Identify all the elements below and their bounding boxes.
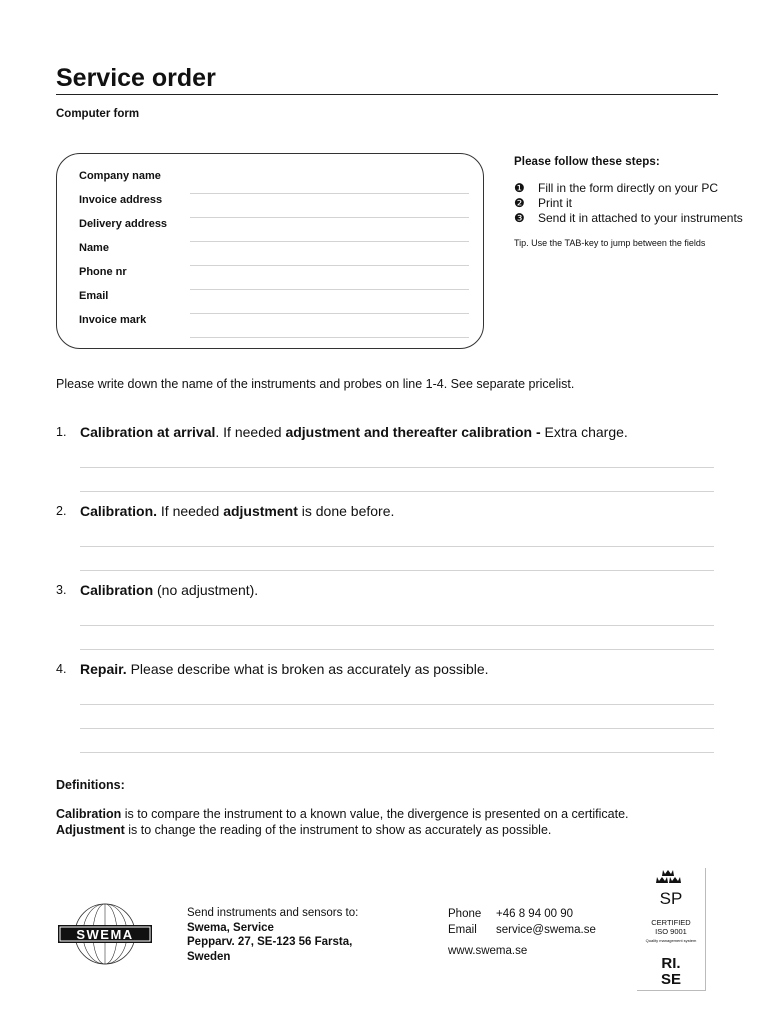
instrument-line-input[interactable] <box>80 447 714 468</box>
section-number: 3. <box>56 583 67 597</box>
field-label: Invoice mark <box>79 314 147 326</box>
email-link[interactable]: service@swema.se <box>496 924 596 936</box>
instrument-line-input[interactable] <box>80 605 714 626</box>
step-number-icon: ❷ <box>514 196 525 210</box>
instructions-intro: Please write down the name of the instruments and probes on line 1-4. See separate pricelist. <box>56 377 575 391</box>
steps-heading: Please follow these steps: <box>514 156 660 168</box>
instrument-line-input[interactable] <box>80 526 714 547</box>
field-company-name <box>79 170 469 188</box>
field-label: Company name <box>79 170 161 182</box>
address-line: Pepparv. 27, SE-123 56 Farsta, <box>187 936 353 948</box>
repair-line-input[interactable] <box>80 708 714 729</box>
field-label: Invoice address <box>79 194 163 206</box>
field-email <box>79 290 469 308</box>
section-number: 1. <box>56 425 67 439</box>
definition-adjustment: Adjustment is to change the reading of the instrument to show as accurately as possible. <box>56 823 552 837</box>
instrument-line-input[interactable] <box>80 550 714 571</box>
tab-tip: Tip. Use the TAB-key to jump between the fields <box>514 238 706 248</box>
section-calibration <box>56 503 716 571</box>
email-input[interactable] <box>190 302 469 314</box>
step-item <box>514 211 754 226</box>
section-calibration-arrival <box>56 424 716 492</box>
invoice-address-input[interactable] <box>190 206 469 218</box>
field-phone <box>79 266 469 284</box>
step-item <box>514 196 754 211</box>
section-heading: Calibration (no adjustment). <box>80 582 259 598</box>
step-number-icon: ❶ <box>514 181 525 195</box>
email-label: Email <box>448 924 477 936</box>
contact-info <box>448 906 596 959</box>
instrument-line-input[interactable] <box>80 629 714 650</box>
delivery-address-input[interactable] <box>190 230 469 242</box>
section-number: 4. <box>56 662 67 676</box>
phone-label: Phone <box>448 908 482 920</box>
swema-logo-text: SWEMA <box>76 927 134 942</box>
cert-iso: ISO 9001 <box>655 927 687 936</box>
field-invoice-mark <box>79 314 469 332</box>
step-text: Send it in attached to your instruments <box>538 211 743 225</box>
field-label: Email <box>79 290 109 302</box>
rise-logo-bottom: SE <box>660 971 682 988</box>
field-name <box>79 242 469 260</box>
page-subtitle: Computer form <box>56 108 140 120</box>
field-delivery-address <box>79 218 469 236</box>
footer <box>56 868 716 993</box>
name-input[interactable] <box>190 254 469 266</box>
definition-calibration: Calibration is to compare the instrument to a known value, the divergence is presented on a certificate. <box>56 807 629 821</box>
step-text: Print it <box>538 196 573 210</box>
section-calibration-no-adjustment <box>56 582 716 650</box>
field-label: Phone nr <box>79 266 127 278</box>
send-label: Send instruments and sensors to: <box>187 907 359 919</box>
section-heading: Calibration at arrival. If needed adjustment and thereafter calibration - Extra charge. <box>80 424 628 440</box>
field-label: Name <box>79 242 109 254</box>
sp-logo-text: SP <box>659 889 683 908</box>
rise-logo-top: RI. <box>661 955 681 972</box>
phone-number: +46 8 94 00 90 <box>496 908 574 920</box>
page-title: Service order <box>56 64 216 92</box>
repair-line-input[interactable] <box>80 684 714 705</box>
section-heading: Repair. Please describe what is broken as accurately as possible. <box>80 661 489 677</box>
cert-certified: CERTIFIED <box>651 918 691 927</box>
definitions <box>56 778 736 838</box>
field-label: Delivery address <box>79 218 168 230</box>
shipping-address <box>187 906 358 964</box>
company-name-input[interactable] <box>190 182 469 194</box>
step-number-icon: ❸ <box>514 211 525 225</box>
section-number: 2. <box>56 504 67 518</box>
address-line: Sweden <box>187 950 231 963</box>
swema-logo <box>56 902 154 966</box>
instructions-panel <box>514 156 754 248</box>
cert-quality-system: Quality management system <box>645 938 697 943</box>
phone-input[interactable] <box>190 278 469 290</box>
section-repair <box>56 661 716 753</box>
address-line: Swema, Service <box>187 921 274 934</box>
section-heading: Calibration. If needed adjustment is done before. <box>80 503 395 519</box>
crown-icon <box>656 870 681 883</box>
website-link[interactable]: www.swema.se <box>448 945 528 957</box>
step-item <box>514 181 754 196</box>
definitions-heading: Definitions: <box>56 778 125 792</box>
repair-line-input[interactable] <box>80 732 714 753</box>
title-divider <box>56 94 718 95</box>
instrument-line-input[interactable] <box>80 471 714 492</box>
step-text: Fill in the form directly on your PC <box>538 181 719 195</box>
invoice-mark-input[interactable] <box>190 326 469 338</box>
field-invoice-address <box>79 194 469 212</box>
certification-badges <box>637 868 706 991</box>
